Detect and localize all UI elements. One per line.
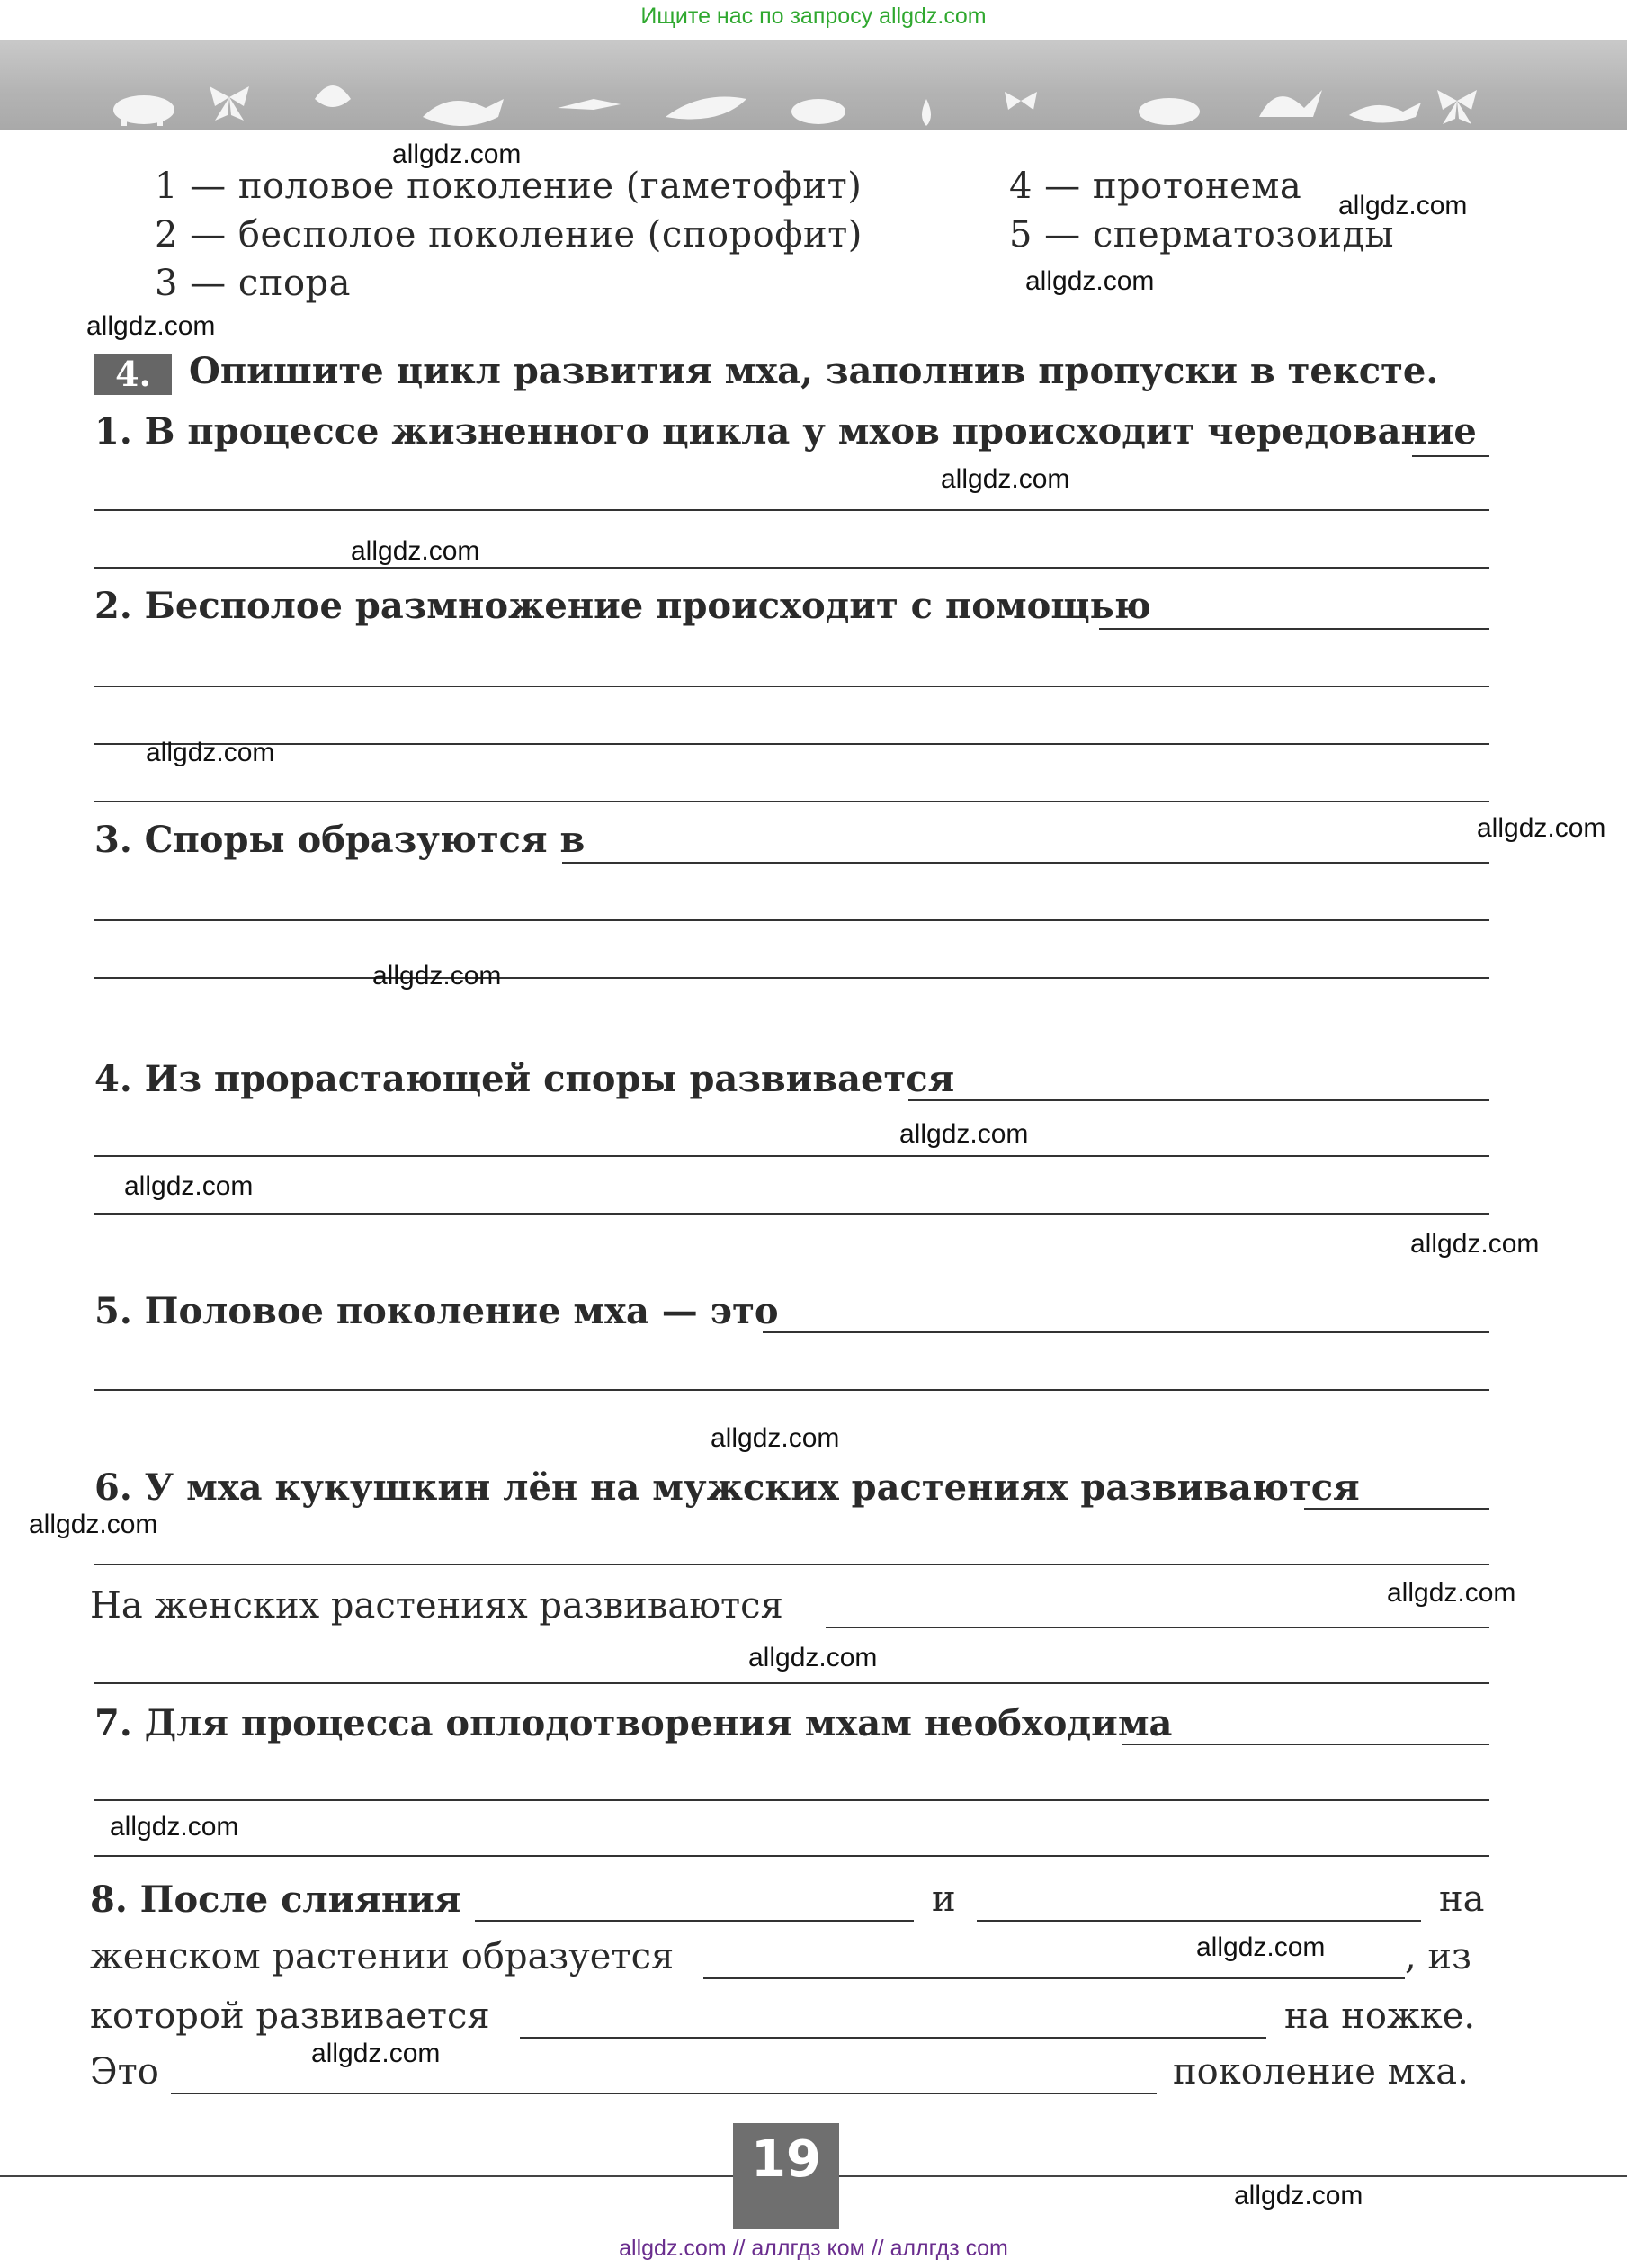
item-8-part-4: женском растении образуется [90,1936,675,1977]
item-1-text: 1. В процессе жизненного цикла у мхов происходит чередование [94,410,1477,453]
watermark: allgdz.com [1025,266,1155,296]
answer-line [94,1564,1489,1565]
item-8-part-6: которой развивается [90,1995,490,2037]
watermark: allgdz.com [392,139,522,169]
answer-line [763,1331,1489,1333]
answer-line [94,977,1489,979]
watermark: allgdz.com [146,738,275,767]
item-8-part-9: поколение мха. [1173,2051,1469,2093]
answer-line [1122,1744,1489,1745]
legend-item-5: 5 — сперматозоиды [1009,214,1394,255]
legend-item-4: 4 — протонема [1009,166,1302,207]
bottom-rule-left [0,2175,733,2177]
watermark: allgdz.com [29,1510,158,1539]
watermark: allgdz.com [899,1119,1029,1149]
item-6-female-text: На женских растениях развиваются [90,1585,783,1627]
answer-line [171,2093,1157,2094]
watermark: allgdz.com [1477,813,1606,843]
answer-line [562,862,1489,864]
answer-line [520,2037,1266,2039]
top-search-note: Ищите нас по запросу allgdz.com [640,4,987,29]
item-7-text: 7. Для процесса оплодотворения мхам необходима [94,1702,1173,1744]
watermark: allgdz.com [1196,1932,1326,1962]
answer-line [94,1213,1489,1215]
item-3-text: 3. Споры образуются в [94,819,586,861]
item-8-part-1: 8. После слияния [90,1878,461,1921]
answer-line [703,1977,1405,1979]
legend-item-1: 1 — половое поколение (гаметофит) [155,166,863,207]
answer-line [94,1389,1489,1391]
answer-line [826,1627,1489,1628]
answer-line [94,743,1489,745]
animal-silhouettes-icon [0,45,1627,126]
watermark: allgdz.com [1387,1578,1516,1608]
answer-line [94,509,1489,511]
answer-line [908,1099,1489,1101]
legend-right [1009,162,1394,259]
answer-line [94,801,1489,802]
answer-line [94,1682,1489,1684]
item-6-text: 6. У мха кукушкин лён на мужских растениях развиваются [94,1466,1360,1509]
bottom-rule-right [839,2175,1627,2177]
watermark: allgdz.com [1338,191,1468,220]
item-5-text: 5. Половое поколение мха — это [94,1290,779,1332]
watermark: allgdz.com [110,1812,239,1842]
item-8-part-7: на ножке. [1284,1995,1476,2037]
watermark: allgdz.com [711,1423,840,1453]
answer-line [475,1920,914,1922]
legend-left [155,162,863,308]
task-number-badge: 4. [94,354,172,395]
watermark: allgdz.com [372,961,502,991]
item-8-part-8: Это [90,2051,159,2093]
answer-line [94,567,1489,569]
answer-line [94,919,1489,921]
watermark: allgdz.com [311,2039,441,2068]
watermark: allgdz.com [748,1643,878,1672]
item-8-part-5: , из [1405,1936,1471,1977]
legend-item-3: 3 — спора [155,263,351,304]
item-2-text: 2. Бесполое размножение происходит с помощью [94,585,1151,627]
legend-item-2: 2 — бесполое поколение (спорофит) [155,214,863,255]
watermark: allgdz.com [1234,2181,1363,2210]
watermark: allgdz.com [941,464,1070,494]
task-title: Опишите цикл развития мха, заполнив пропуски в тексте. [189,350,1439,392]
watermark: allgdz.com [351,536,480,566]
page-number: 19 [751,2130,821,2189]
answer-line [94,1155,1489,1157]
answer-line [94,686,1489,687]
answer-line [977,1920,1421,1922]
answer-line [94,1799,1489,1801]
answer-line [1304,1508,1489,1510]
item-8-part-3: на [1439,1878,1485,1920]
answer-line [1099,628,1489,630]
watermark: allgdz.com [1410,1229,1540,1259]
watermark: allgdz.com [86,311,216,341]
footer-links: allgdz.com // аллгдз ком // аллгдз com [619,2236,1008,2261]
watermark: allgdz.com [124,1171,254,1201]
item-8-part-2: и [932,1878,956,1920]
answer-line [1412,455,1489,457]
answer-line [94,1855,1489,1857]
item-4-text: 4. Из прорастающей споры развивается [94,1058,955,1100]
